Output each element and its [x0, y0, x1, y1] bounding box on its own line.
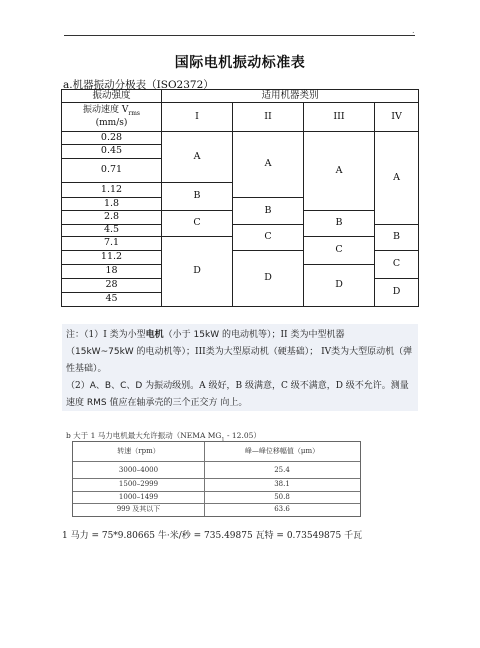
horsepower-footnote: 1 马力 = 75*9.80665 牛·米/秒 = 735.49875 瓦特 = 0.73549875 千瓦 — [62, 531, 363, 541]
grade-cell-i-c: C — [161, 210, 233, 237]
row-speed: 999 及其以下 — [116, 505, 161, 513]
header-speed-sub: rms — [128, 110, 140, 118]
table-row — [73, 464, 360, 477]
speed-value: 1.12 — [61, 182, 162, 198]
grade-cell-ii-b: B — [232, 197, 304, 225]
table-row — [73, 478, 360, 491]
note-text: （ — [66, 347, 76, 357]
row-speed: 3000–4000 — [118, 466, 159, 474]
notes-block — [62, 324, 418, 411]
grade-cell-iii-c: C — [303, 236, 375, 265]
header-speed-label: 振动速度 V — [82, 105, 129, 116]
table-a-subtitle: a.机器振动分极表（ISO2372） — [63, 79, 214, 91]
speed-value: 0.45 — [61, 144, 162, 159]
top-rule — [64, 35, 415, 36]
note-text: 15kW — [193, 330, 220, 340]
note-line — [66, 378, 414, 395]
row-amplitude: 50.8 — [274, 493, 290, 501]
table-b-caption-end: - 12.05） — [224, 431, 261, 440]
speed-value: 11.2 — [61, 250, 162, 265]
top-rule-dot: . — [412, 26, 415, 35]
nema-vibration-table — [72, 441, 361, 517]
grade-cell-i-b: B — [161, 182, 233, 211]
note-line — [66, 395, 414, 412]
grade-cell-ii-a: A — [232, 131, 304, 198]
grade-cell-iii-d: D — [303, 264, 375, 307]
speed-value: 28 — [61, 278, 162, 293]
note-text: 值应在轴承壳的三个正交方 向上。 — [106, 398, 248, 408]
col-header-speed: 转速（rpm） — [117, 447, 160, 455]
class-header-ii: II — [232, 102, 304, 132]
class-header-i: I — [161, 102, 233, 132]
grade-cell-iv-c: C — [374, 250, 419, 279]
note-text: 的电动机等）；II 类为中型机器 — [219, 330, 345, 340]
header-speed-unit: (mm/s) — [95, 118, 128, 129]
row-divider — [73, 461, 360, 462]
note-text: 为振动级别。A 级好，B 级满意，C 级不满意，D 级不允许。测量 — [142, 381, 409, 391]
note-line — [66, 361, 414, 378]
note-text: （小于 — [163, 330, 194, 340]
table-b-caption-text: b 大于 1 马力电机最大允许振动（NEMA MG — [66, 431, 222, 440]
speed-value: 0.28 — [61, 131, 162, 145]
note-line — [66, 344, 414, 361]
grade-cell-ii-c: C — [232, 224, 304, 251]
table-b-caption-sub: 1 — [221, 436, 225, 443]
speed-value: 4.5 — [61, 224, 162, 237]
note-text: A、B、C、D — [89, 381, 143, 391]
note-bold-term: 电机 — [145, 330, 164, 340]
col-header-amplitude: 峰—峰位移幅值（μm） — [244, 447, 320, 455]
vibration-grade-table — [62, 90, 419, 307]
note-text: 性基础）。 — [66, 364, 107, 374]
note-text: 15kW~75kW — [75, 347, 134, 357]
speed-value: 45 — [61, 292, 162, 307]
header-speed — [61, 102, 162, 132]
class-header-iv: IV — [374, 102, 419, 132]
header-intensity: 振动强度 — [61, 89, 162, 103]
speed-value: 18 — [61, 264, 162, 279]
row-amplitude: 38.1 — [274, 480, 290, 488]
grade-cell-iv-b: B — [374, 224, 419, 251]
header-machine-class: 适用机器类别 — [161, 89, 419, 103]
grade-cell-i-d: D — [161, 236, 233, 307]
note-text: 注：（1）I 类为小型 — [66, 330, 146, 340]
note-text: 速度 — [66, 398, 87, 408]
row-amplitude: 63.6 — [274, 505, 290, 513]
row-speed: 1000–1499 — [118, 493, 159, 501]
grade-cell-iv-d: D — [374, 278, 419, 307]
speed-value: 1.8 — [61, 197, 162, 211]
grade-cell-iv-a: A — [374, 131, 419, 225]
note-line — [66, 327, 414, 344]
speed-value: 2.8 — [61, 210, 162, 225]
grade-cell-iii-a: A — [303, 131, 375, 211]
speed-value: 7.1 — [61, 236, 162, 251]
row-amplitude: 25.4 — [274, 466, 290, 474]
page-title: 国际电机振动标准表 — [174, 55, 306, 71]
note-text: 的电动机等）；III类为大型原动机（硬基础）； IV类为大型原动机（弹 — [133, 347, 413, 357]
speed-value: 0.71 — [61, 158, 162, 183]
class-header-iii: III — [303, 102, 375, 132]
table-header-row — [73, 445, 360, 458]
grade-cell-ii-d: D — [232, 250, 304, 307]
note-text: （2） — [66, 381, 90, 391]
grade-cell-iii-b: B — [303, 210, 375, 237]
row-speed: 1500–2999 — [118, 480, 159, 488]
grade-cell-i-a: A — [161, 131, 233, 183]
note-text: RMS — [86, 398, 107, 408]
table-row — [73, 503, 360, 516]
